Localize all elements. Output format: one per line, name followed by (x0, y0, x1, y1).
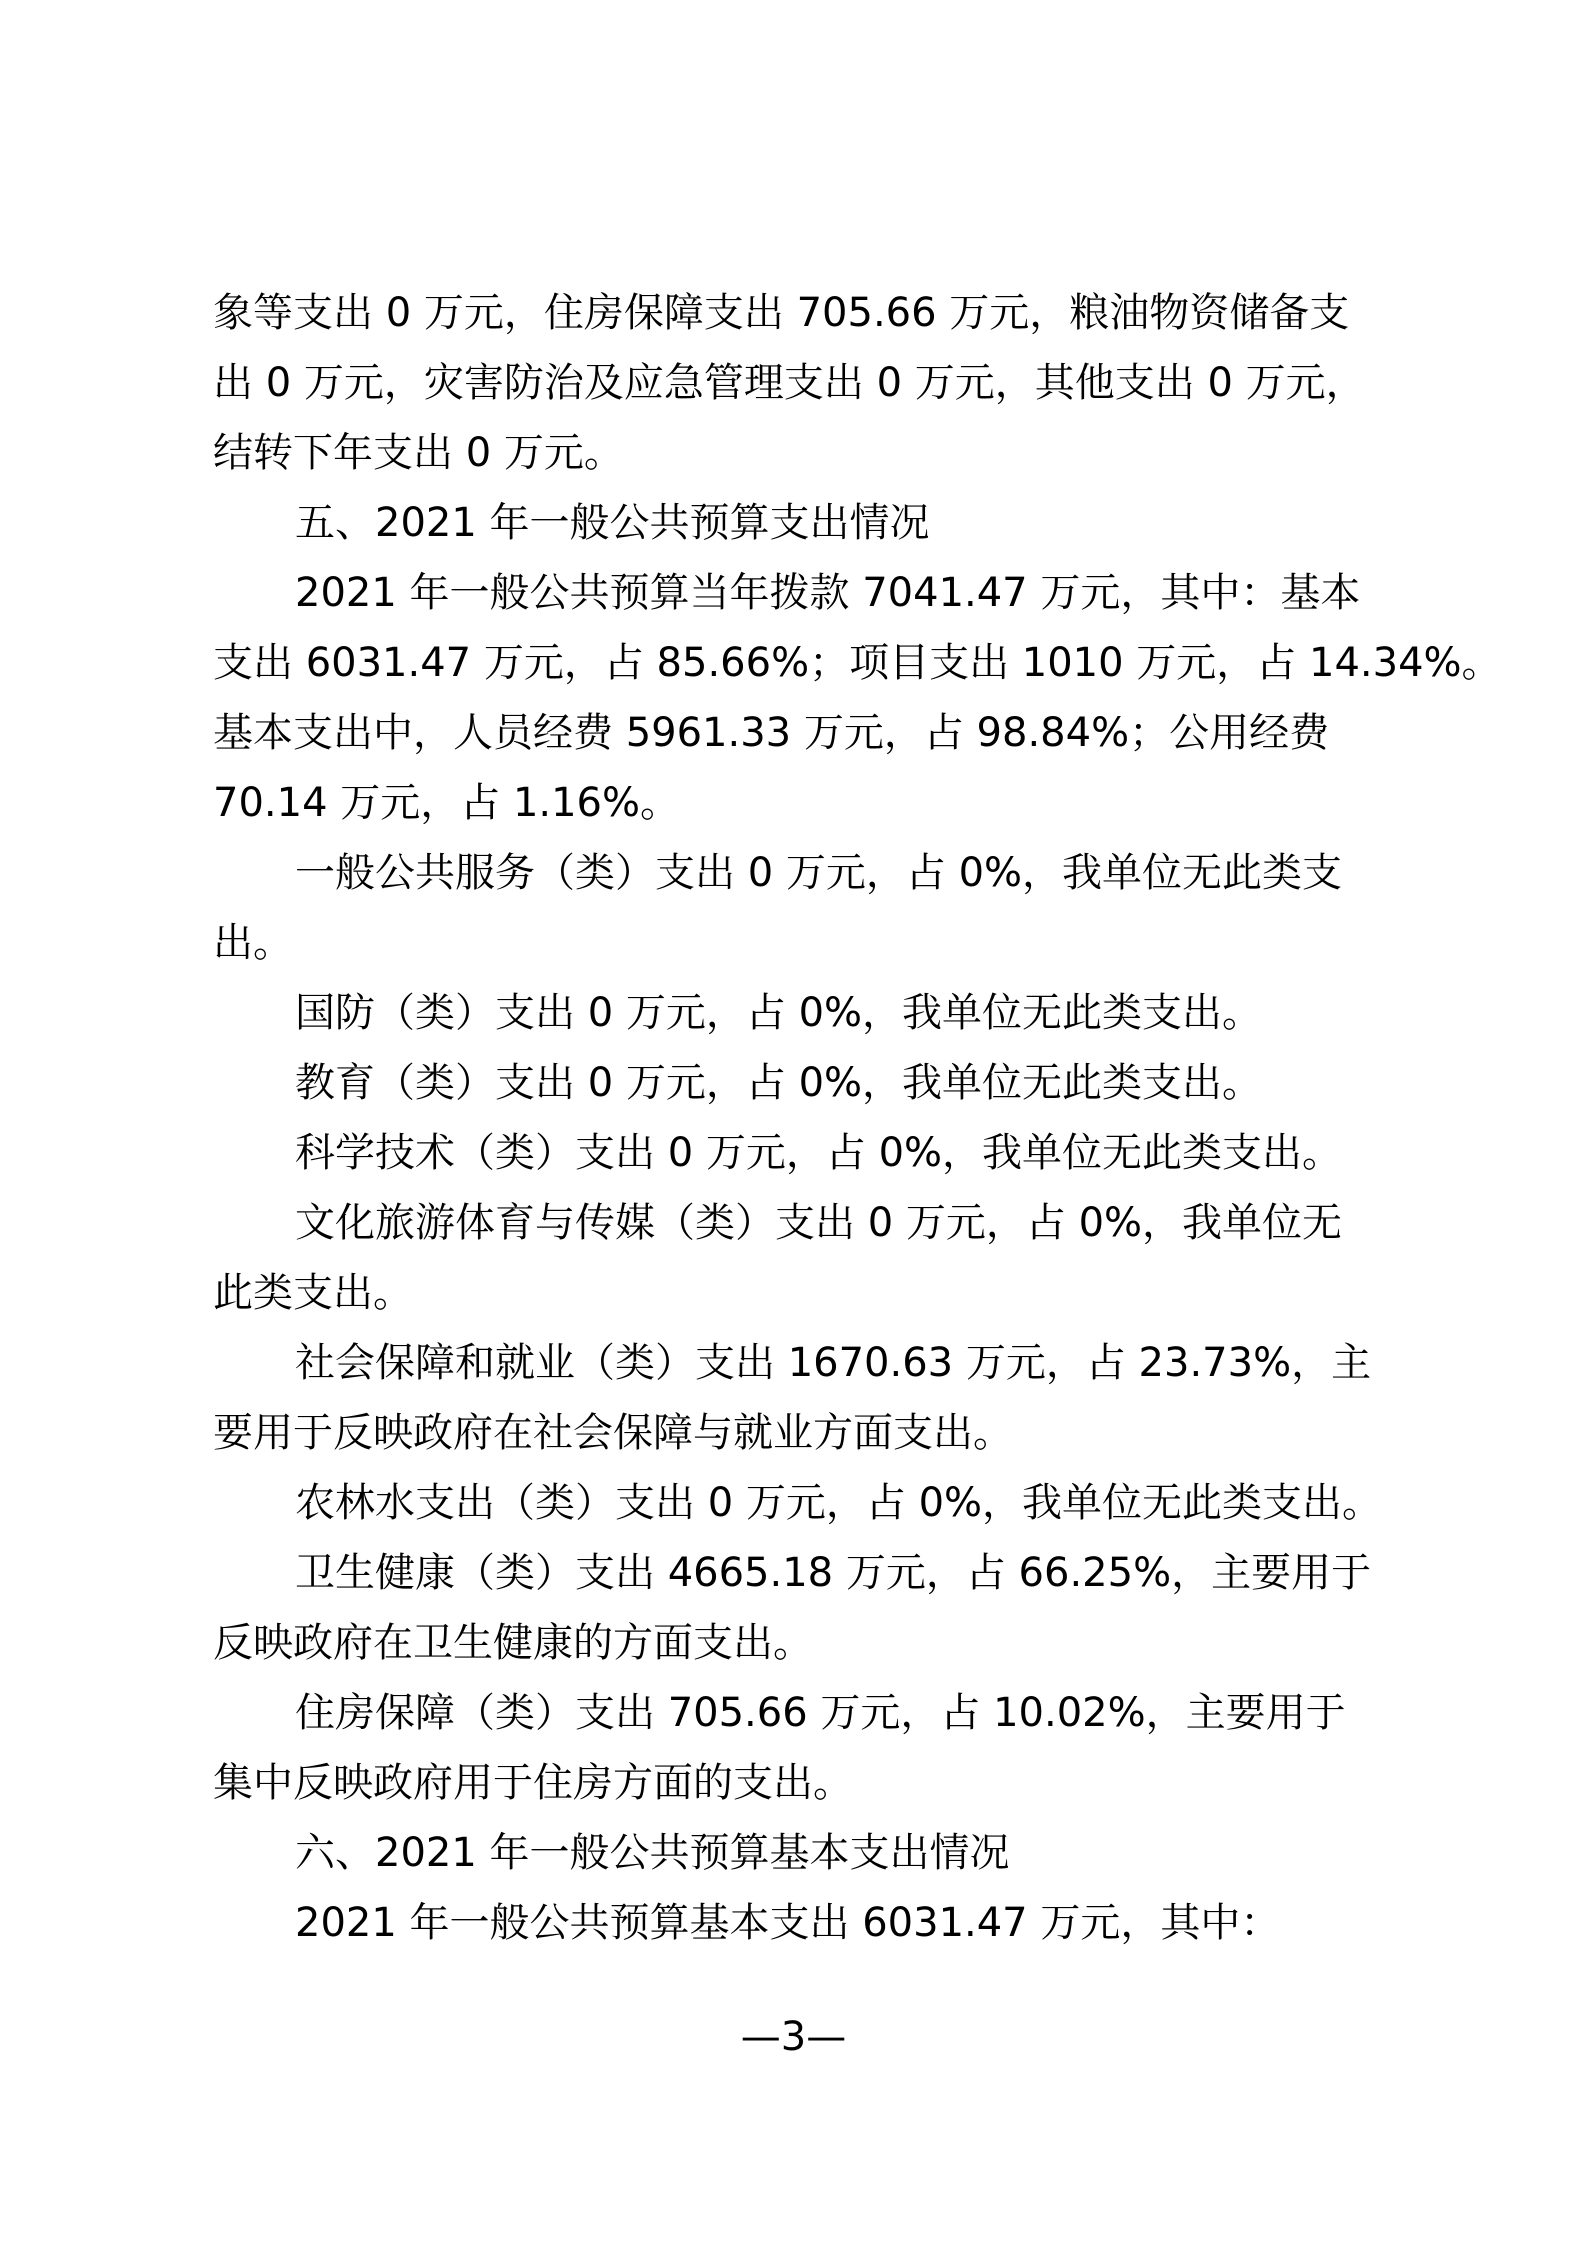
text-line-7: 基本支出中，人员经费 5961.33 万元，占 98.84%；公用经费 (213, 710, 1330, 756)
text-line-22: 集中反映政府用于住房方面的支出。 (213, 1760, 853, 1806)
text-line-16: 社会保障和就业（类）支出 1670.63 万元，占 23.73%，主 (295, 1340, 1372, 1386)
section-heading-6: 六、2021 年一般公共预算基本支出情况 (295, 1830, 1010, 1876)
text-line-6: 支出 6031.47 万元，占 85.66%；项目支出 1010 万元，占 14.34%。 (213, 640, 1502, 686)
text-line-17: 要用于反映政府在社会保障与就业方面支出。 (213, 1410, 1013, 1456)
text-line-20: 反映政府在卫生健康的方面支出。 (213, 1620, 813, 1666)
text-line-24: 2021 年一般公共预算基本支出 6031.47 万元，其中： (295, 1900, 1281, 1946)
text-line-19: 卫生健康（类）支出 4665.18 万元，占 66.25%，主要用于 (295, 1550, 1372, 1596)
text-line-12: 教育（类）支出 0 万元，占 0%，我单位无此类支出。 (295, 1060, 1263, 1106)
text-line-18: 农林水支出（类）支出 0 万元，占 0%，我单位无此类支出。 (295, 1480, 1383, 1526)
text-line-10: 出。 (213, 920, 293, 966)
text-line-15: 此类支出。 (213, 1270, 413, 1316)
text-line-8: 70.14 万元，占 1.16%。 (213, 780, 681, 826)
section-heading-5: 五、2021 年一般公共预算支出情况 (295, 500, 930, 546)
text-line-5: 2021 年一般公共预算当年拨款 7041.47 万元，其中：基本 (295, 570, 1361, 616)
page-number: —3— (740, 2014, 847, 2060)
text-line-13: 科学技术（类）支出 0 万元，占 0%，我单位无此类支出。 (295, 1130, 1343, 1176)
text-line-11: 国防（类）支出 0 万元，占 0%，我单位无此类支出。 (295, 990, 1263, 1036)
text-line-2: 出 0 万元，灾害防治及应急管理支出 0 万元，其他支出 0 万元， (213, 360, 1366, 406)
text-line-9: 一般公共服务（类）支出 0 万元，占 0%，我单位无此类支 (295, 850, 1343, 896)
text-line-14: 文化旅游体育与传媒（类）支出 0 万元，占 0%，我单位无 (295, 1200, 1343, 1246)
text-line-1: 象等支出 0 万元，住房保障支出 705.66 万元，粮油物资储备支 (213, 290, 1350, 336)
text-line-21: 住房保障（类）支出 705.66 万元，占 10.02%，主要用于 (295, 1690, 1346, 1736)
text-line-3: 结转下年支出 0 万元。 (213, 430, 624, 476)
document-body (213, 278, 1502, 1958)
